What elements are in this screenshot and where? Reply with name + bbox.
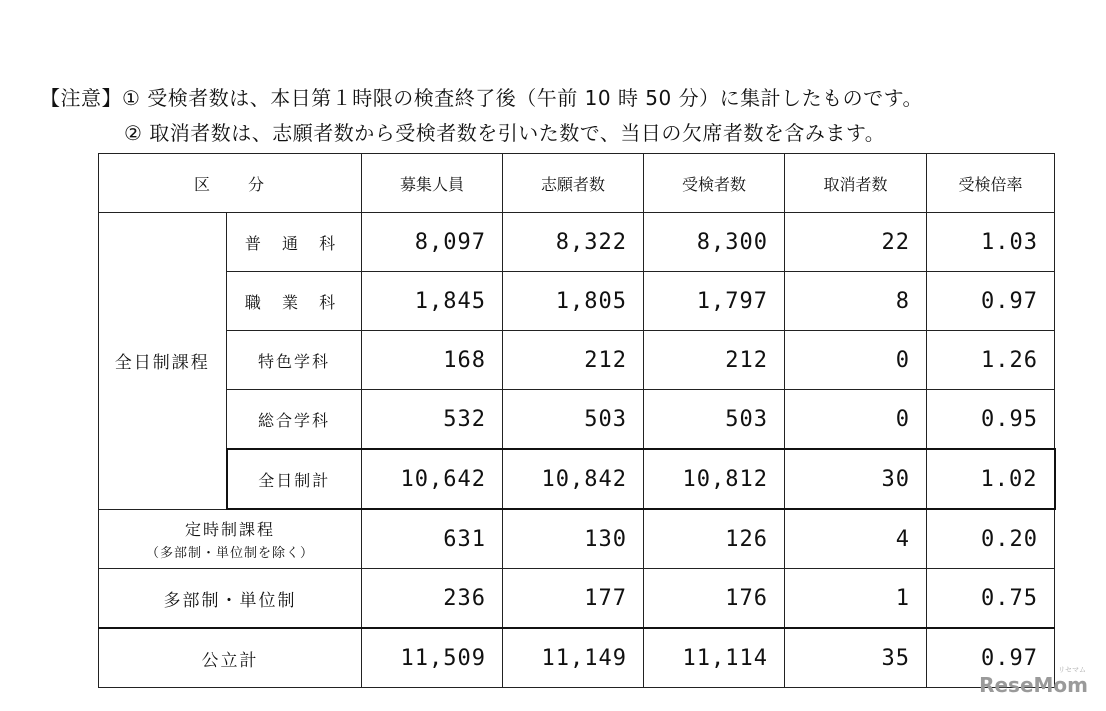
applicants-cell: 503 bbox=[503, 390, 644, 450]
ratio-cell: 1.03 bbox=[927, 213, 1055, 272]
part-time-sub-label: （多部制・単位制を除く） bbox=[146, 546, 315, 561]
capacity-cell: 10,642 bbox=[362, 449, 503, 509]
part-time-row bbox=[99, 509, 1055, 569]
watermark-small-text: リセマム bbox=[1058, 666, 1086, 674]
applicants-cell: 11,149 bbox=[503, 628, 644, 688]
applicants-cell: 177 bbox=[503, 569, 644, 629]
examinees-cell: 1,797 bbox=[644, 272, 785, 331]
header-applicants: 志願者数 bbox=[503, 154, 644, 213]
capacity-cell: 168 bbox=[362, 331, 503, 390]
applicants-cell: 212 bbox=[503, 331, 644, 390]
withdrawals-cell: 35 bbox=[785, 628, 927, 688]
withdrawals-cell: 0 bbox=[785, 390, 927, 450]
capacity-cell: 532 bbox=[362, 390, 503, 450]
examinees-cell: 8,300 bbox=[644, 213, 785, 272]
full-time-group-label: 全日制課程 bbox=[99, 213, 227, 510]
header-examinees: 受検者数 bbox=[644, 154, 785, 213]
row-label: 職 業 科 bbox=[227, 272, 362, 331]
capacity-cell: 236 bbox=[362, 569, 503, 629]
withdrawals-cell: 1 bbox=[785, 569, 927, 629]
ratio-cell: 0.75 bbox=[927, 569, 1055, 629]
ratio-cell: 1.26 bbox=[927, 331, 1055, 390]
header-row bbox=[99, 154, 1055, 213]
examinees-cell: 176 bbox=[644, 569, 785, 629]
withdrawals-cell: 4 bbox=[785, 509, 927, 569]
note-line-2: ② 取消者数は、志願者数から受検者数を引いた数で、当日の欠席者数を含みます。 bbox=[124, 121, 886, 145]
part-time-label-cell bbox=[99, 509, 362, 569]
watermark-text: ReseMom bbox=[979, 673, 1088, 697]
table-row bbox=[99, 272, 1055, 331]
part-time-label: 定時制課程 bbox=[185, 520, 276, 539]
header-withdrawals: 取消者数 bbox=[785, 154, 927, 213]
capacity-cell: 631 bbox=[362, 509, 503, 569]
applicants-cell: 10,842 bbox=[503, 449, 644, 509]
capacity-cell: 1,845 bbox=[362, 272, 503, 331]
ratio-cell: 0.20 bbox=[927, 509, 1055, 569]
applicants-cell: 1,805 bbox=[503, 272, 644, 331]
withdrawals-cell: 0 bbox=[785, 331, 927, 390]
withdrawals-cell: 22 bbox=[785, 213, 927, 272]
applicants-cell: 130 bbox=[503, 509, 644, 569]
withdrawals-cell: 8 bbox=[785, 272, 927, 331]
resemom-watermark bbox=[979, 666, 1088, 697]
examinees-cell: 126 bbox=[644, 509, 785, 569]
full-time-total-label: 全日制計 bbox=[227, 449, 362, 509]
ratio-cell: 0.97 bbox=[927, 628, 1055, 688]
ratio-cell: 0.95 bbox=[927, 390, 1055, 450]
row-label: 特色学科 bbox=[227, 331, 362, 390]
header-category: 区 分 bbox=[99, 154, 362, 213]
table-row bbox=[99, 331, 1055, 390]
table-row bbox=[99, 213, 1055, 272]
table-row bbox=[99, 390, 1055, 450]
examinees-cell: 212 bbox=[644, 331, 785, 390]
ratio-cell: 1.02 bbox=[927, 449, 1055, 509]
multi-part-label: 多部制・単位制 bbox=[99, 569, 362, 629]
examinees-cell: 503 bbox=[644, 390, 785, 450]
applicants-cell: 8,322 bbox=[503, 213, 644, 272]
note-line-1: 【注意】① 受検者数は、本日第１時限の検査終了後（午前 10 時 50 分）に集計したものです。 bbox=[40, 86, 924, 110]
multi-part-row bbox=[99, 569, 1055, 629]
row-label: 総合学科 bbox=[227, 390, 362, 450]
public-total-row bbox=[99, 628, 1055, 688]
public-total-label: 公立計 bbox=[99, 628, 362, 688]
full-time-total-row bbox=[99, 449, 1055, 509]
examinees-cell: 11,114 bbox=[644, 628, 785, 688]
row-label: 普 通 科 bbox=[227, 213, 362, 272]
ratio-cell: 0.97 bbox=[927, 272, 1055, 331]
examinees-cell: 10,812 bbox=[644, 449, 785, 509]
exam-results-table bbox=[98, 153, 1056, 688]
capacity-cell: 11,509 bbox=[362, 628, 503, 688]
header-ratio: 受検倍率 bbox=[927, 154, 1055, 213]
capacity-cell: 8,097 bbox=[362, 213, 503, 272]
header-capacity: 募集人員 bbox=[362, 154, 503, 213]
withdrawals-cell: 30 bbox=[785, 449, 927, 509]
